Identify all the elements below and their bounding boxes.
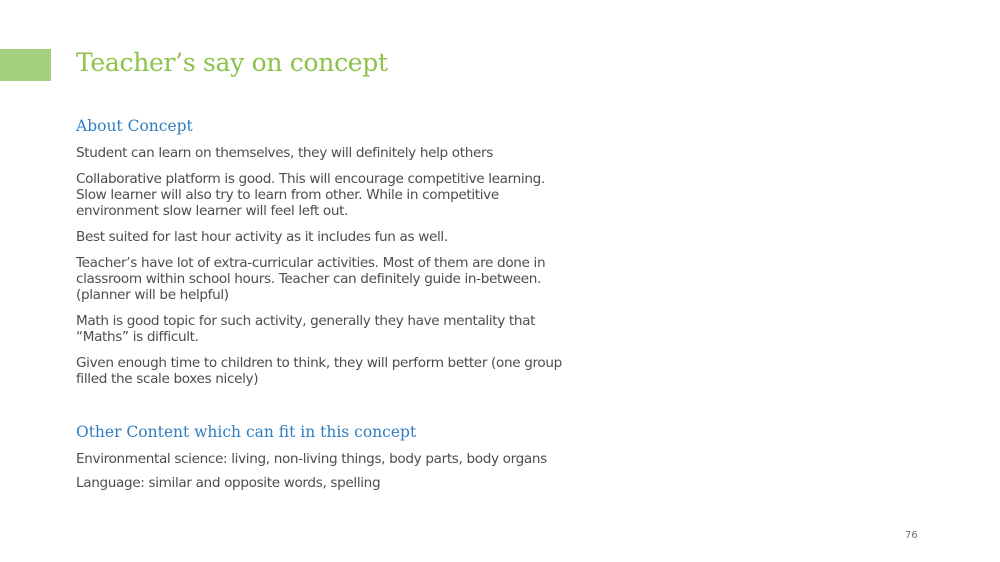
section-heading-other-content: Other Content which can fit in this concept — [76, 423, 417, 441]
title-accent-bar — [0, 49, 51, 81]
list-item: Environmental science: living, non-living things, body parts, body organs — [76, 451, 547, 467]
list-item: Best suited for last hour activity as it includes fun as well. — [76, 229, 448, 245]
list-item: Student can learn on themselves, they will definitely help others — [76, 145, 493, 161]
other-content-list — [76, 451, 576, 491]
slide-title: Teacher’s say on concept — [76, 48, 388, 77]
list-item: Teacher’s have lot of extra-curricular activities. Most of them are done in classroom within school hours. Teacher can definitely guide in-between. (planner will be helpful) — [76, 255, 546, 303]
list-item: Math is good topic for such activity, generally they have mentality that “Maths” is difficult. — [76, 313, 536, 345]
list-item: Language: similar and opposite words, spelling — [76, 475, 381, 491]
list-item: Collaborative platform is good. This will encourage competitive learning. Slow learner will also try to learn from other. While in competitive environment slow learner will feel left out. — [76, 171, 545, 219]
list-item: Given enough time to children to think, they will perform better (one group filled the scale boxes nicely) — [76, 355, 562, 387]
section-heading-about-concept: About Concept — [76, 117, 193, 135]
about-concept-list — [76, 145, 576, 387]
page-number: 76 — [905, 530, 918, 541]
